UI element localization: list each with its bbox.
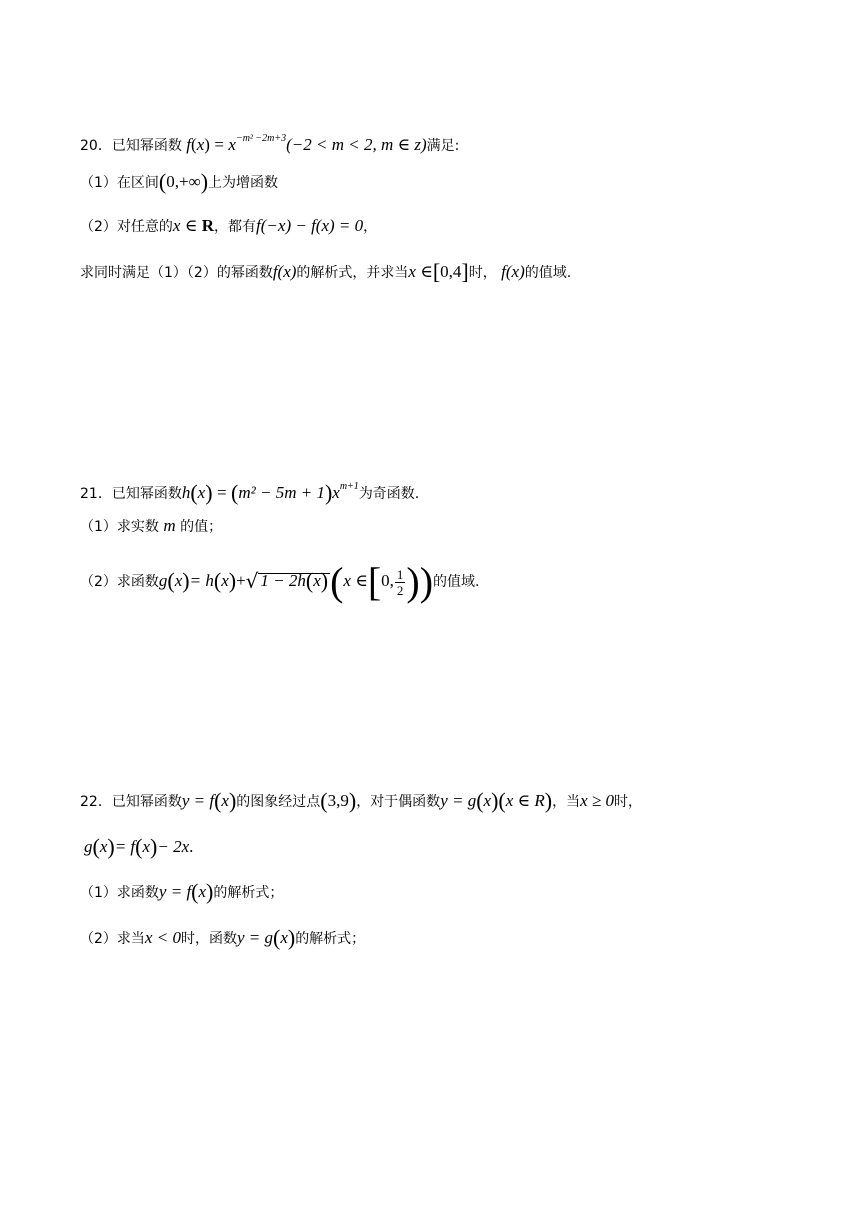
q21-statement: 21．已知幂函数$h(x) = (m^2 - 5m + 1)x^{m+1}$为奇函数. — [80, 480, 420, 505]
q21-part-1: （1）求实数 m 的值； — [80, 516, 223, 535]
q20-condition: (−2 < m < 2, m ∈ z) — [286, 135, 427, 154]
q20-interval: 0,+∞ — [166, 172, 201, 191]
q20-base: x — [228, 135, 236, 154]
q20-intro: 已知幂函数 — [111, 138, 182, 154]
q20-condition-1: （1）在区间(0,+∞)上为增函数 — [80, 169, 279, 194]
q20-domain-interval: 0,4 — [440, 262, 462, 281]
q22-number: 22． — [80, 794, 112, 810]
q20-f: f — [186, 135, 192, 154]
q21-fraction: $\frac{1}{2}$ — [396, 566, 404, 598]
q20-exponent: −m² −2m+3 — [235, 133, 287, 144]
q22-part-2: （2）求当x < 0时，函数y = g(x)的解析式； — [80, 925, 366, 950]
q22-part-1: （1）求函数y = f(x)的解析式； — [80, 879, 284, 904]
q20-condition-2: （2）对任意的x ∈ R，都有f(−x) − f(x) = 0， — [80, 216, 378, 235]
q22-definition: g(x)= f(x)− 2x. — [84, 834, 194, 859]
q20-statement: 20．已知幂函数 $f(x) = x^{-m^2 -2m+3}(-2 < m < 2$, m ∈ z)满足: — [80, 133, 460, 154]
q22-point: 3,9 — [327, 791, 349, 810]
q21-number: 21． — [80, 486, 112, 502]
q20-identity: f(−x) − f(x) = 0 — [256, 216, 364, 235]
q22-statement: 22．已知幂函数y = f(x)的图象经过点(3,9)，对于偶函数y = g(x)(x ∈ R)，当x ≥ 0时， — [80, 788, 642, 813]
q20-number: 20． — [80, 138, 112, 154]
q21-exponent: m+1 — [339, 481, 359, 492]
q21-sqrt: √ 1 − 2h(x) — [245, 568, 329, 593]
q21-coefficient: m² − 5m + 1 — [238, 483, 325, 502]
q21-part-2: （2）求函数g(x)= h(x)+√ 1 − 2h(x)(x ∈[0, $\frac{1}{2}$ ))的值域. — [80, 559, 480, 604]
q20-requirement: 求同时满足（1）（2）的幂函数f(x)的解析式，并求当x ∈[0,4]时， f(x)的值域. — [80, 259, 572, 284]
